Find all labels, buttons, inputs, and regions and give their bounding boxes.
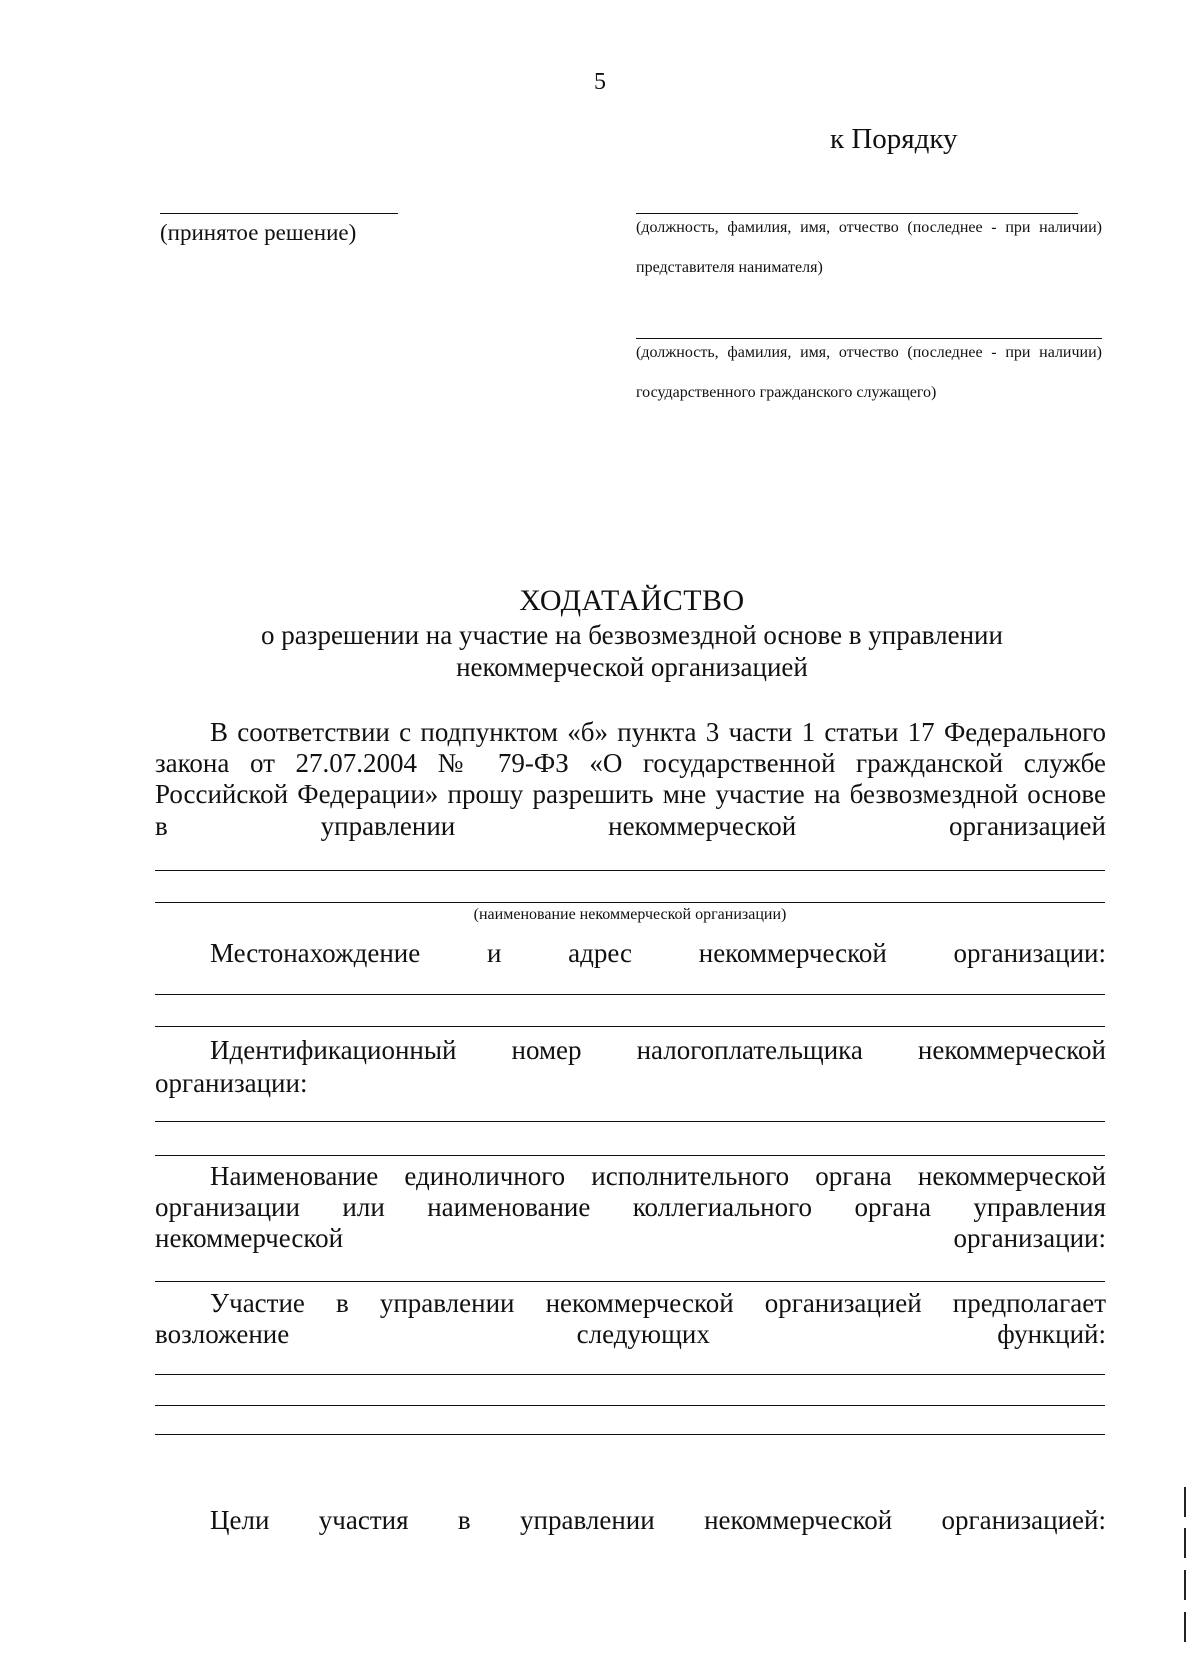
org-name-field-line — [155, 870, 1105, 871]
page-number: 5 — [594, 69, 606, 95]
org-name-caption: (наименование некоммерческой организации) — [473, 906, 787, 923]
inn-label-line: организации: — [155, 1068, 308, 1098]
scan-edge-mark — [1184, 1570, 1186, 1600]
decision-signature-line — [160, 213, 398, 214]
location-label: Местонахождение и адрес некоммерческой организации: — [210, 938, 1106, 968]
functions-field-line — [155, 1405, 1105, 1406]
executive-body-field-line — [155, 1281, 1105, 1282]
employer-representative-caption: (должность, фамилия, имя, отчество (последнее - при наличии) представителя нанимателя) — [636, 219, 1102, 276]
civil-servant-caption: (должность, фамилия, имя, отчество (последнее - при наличии) государственного гражданского служащего) — [636, 344, 1102, 401]
intro-text-line: в управлении некоммерческой организацией — [155, 811, 1106, 841]
functions-field-line — [155, 1374, 1105, 1375]
functions-field-line — [155, 1434, 1105, 1435]
scan-edge-mark — [1184, 1612, 1186, 1642]
location-field-line — [155, 994, 1105, 995]
executive-body-label-line: некоммерческой организации: — [155, 1223, 1106, 1253]
intro-text-line: В соответствии с подпунктом «б» пункта 3 части 1 статьи 17 Федерального — [210, 717, 1106, 747]
decision-caption: (принятое решение) — [160, 220, 357, 245]
document-subtitle-line-2: некоммерческой организацией — [456, 652, 808, 682]
executive-body-label-line: Наименование единоличного исполнительного органа некоммерческой — [210, 1161, 1106, 1191]
functions-label-line: Участие в управлении некоммерческой организацией предполагает — [210, 1288, 1106, 1318]
document-title: ХОДАТАЙСТВО — [519, 584, 745, 617]
inn-label-line: Идентификационный номер налогоплательщика некоммерческой — [210, 1035, 1106, 1065]
org-name-field-line — [155, 902, 1105, 903]
executive-body-label-line: организации или наименование коллегиального органа управления — [155, 1192, 1106, 1222]
inn-field-line — [155, 1155, 1105, 1156]
scan-edge-mark — [1184, 1528, 1186, 1558]
appendix-reference: к Порядку — [830, 123, 958, 155]
location-field-line — [155, 1026, 1105, 1027]
document-subtitle-line-1: о разрешении на участие на безвозмездной основе в управлении — [261, 620, 1003, 650]
intro-text-line: закона от 27.07.2004 № 79-ФЗ «О государственной гражданской службе — [155, 748, 1106, 778]
functions-label-line: возложение следующих функций: — [155, 1319, 1106, 1349]
inn-field-line — [155, 1121, 1105, 1122]
scan-edge-mark — [1184, 1487, 1186, 1517]
goals-label: Цели участия в управлении некоммерческой организацией: — [210, 1505, 1106, 1535]
intro-text-line: Российской Федерации» прошу разрешить мне участие на безвозмездной основе — [155, 779, 1106, 809]
